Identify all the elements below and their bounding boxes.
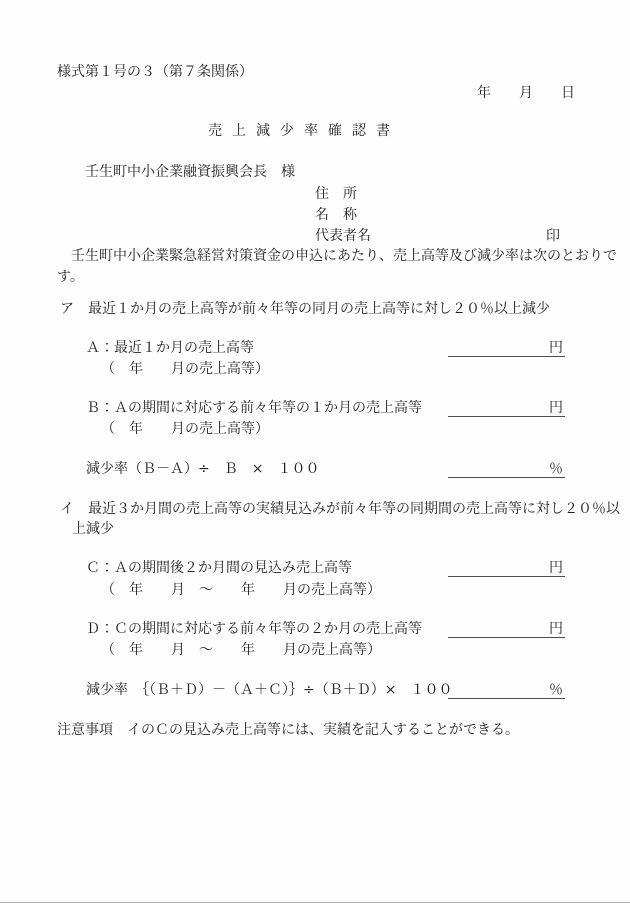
addressee: 壬生町中小企業融資振興会長 様 <box>85 164 295 180</box>
row-c-label: Ｃ：Ａの期間後２か月間の見込み売上高等 <box>86 560 352 576</box>
row-c-period: （ 年 月 ～ 年 月の売上高等） <box>101 582 381 598</box>
row-a-field <box>448 340 565 357</box>
row-d-unit: 円 <box>549 621 563 637</box>
representative-label: 代表者名 <box>315 228 371 244</box>
row-d-period: （ 年 月 ～ 年 月の売上高等） <box>101 642 381 658</box>
seal-mark: 印 <box>546 228 560 244</box>
row-b-period: （ 年 月の売上高等） <box>101 421 269 437</box>
row-b-label: Ｂ：Ａの期間に対応する前々年等の１か月の売上高等 <box>86 400 422 416</box>
rate-a-label: 減少率（Ｂ－Ａ）÷ Ｂ × １００ <box>86 461 320 477</box>
name-label: 名 称 <box>315 207 357 223</box>
section-a-heading: ア 最近１か月の売上高等が前々年等の同月の売上高等に対し２０％以上減少 <box>60 301 550 317</box>
rate-i-field <box>448 682 565 699</box>
row-c-field <box>448 560 565 577</box>
form-number: 様式第１号の３（第７条関係） <box>57 64 253 80</box>
rate-i-label: 減少率 ｛（Ｂ＋Ｄ）－（Ａ＋Ｃ）｝÷（Ｂ＋Ｄ）× １００ <box>86 682 453 698</box>
row-c-unit: 円 <box>549 560 563 576</box>
date-line: 年 月 日 <box>477 85 575 101</box>
section-i-heading-line-2: 上減少 <box>72 521 114 537</box>
intro-line-1: 壬生町中小企業緊急経営対策資金の申込にあたり、売上高等及び減少率は次のとおりで <box>57 248 617 264</box>
row-a-period: （ 年 月の売上高等） <box>101 361 269 377</box>
note: 注意事項 イのＣの見込み売上高等には、実績を記入することができる。 <box>57 722 519 738</box>
rate-i-unit: ％ <box>549 682 563 698</box>
section-i-heading-line-1: イ 最近３か月間の売上高等の実績見込みが前々年等の同期間の売上高等に対し２０％以 <box>60 501 620 517</box>
document-title: 売上減少率確認書 <box>208 123 400 139</box>
row-b-field <box>448 400 565 417</box>
rate-a-unit: ％ <box>549 461 563 477</box>
row-b-unit: 円 <box>549 400 563 416</box>
address-label: 住 所 <box>315 186 357 202</box>
rate-a-field <box>448 461 565 478</box>
row-d-label: Ｄ：Ｃの期間に対応する前々年等の２か月の売上高等 <box>86 621 422 637</box>
row-d-field <box>448 621 565 638</box>
intro-line-2: す。 <box>57 269 84 285</box>
row-a-label: Ａ：最近１か月の売上高等 <box>86 340 254 356</box>
row-a-unit: 円 <box>549 340 563 356</box>
